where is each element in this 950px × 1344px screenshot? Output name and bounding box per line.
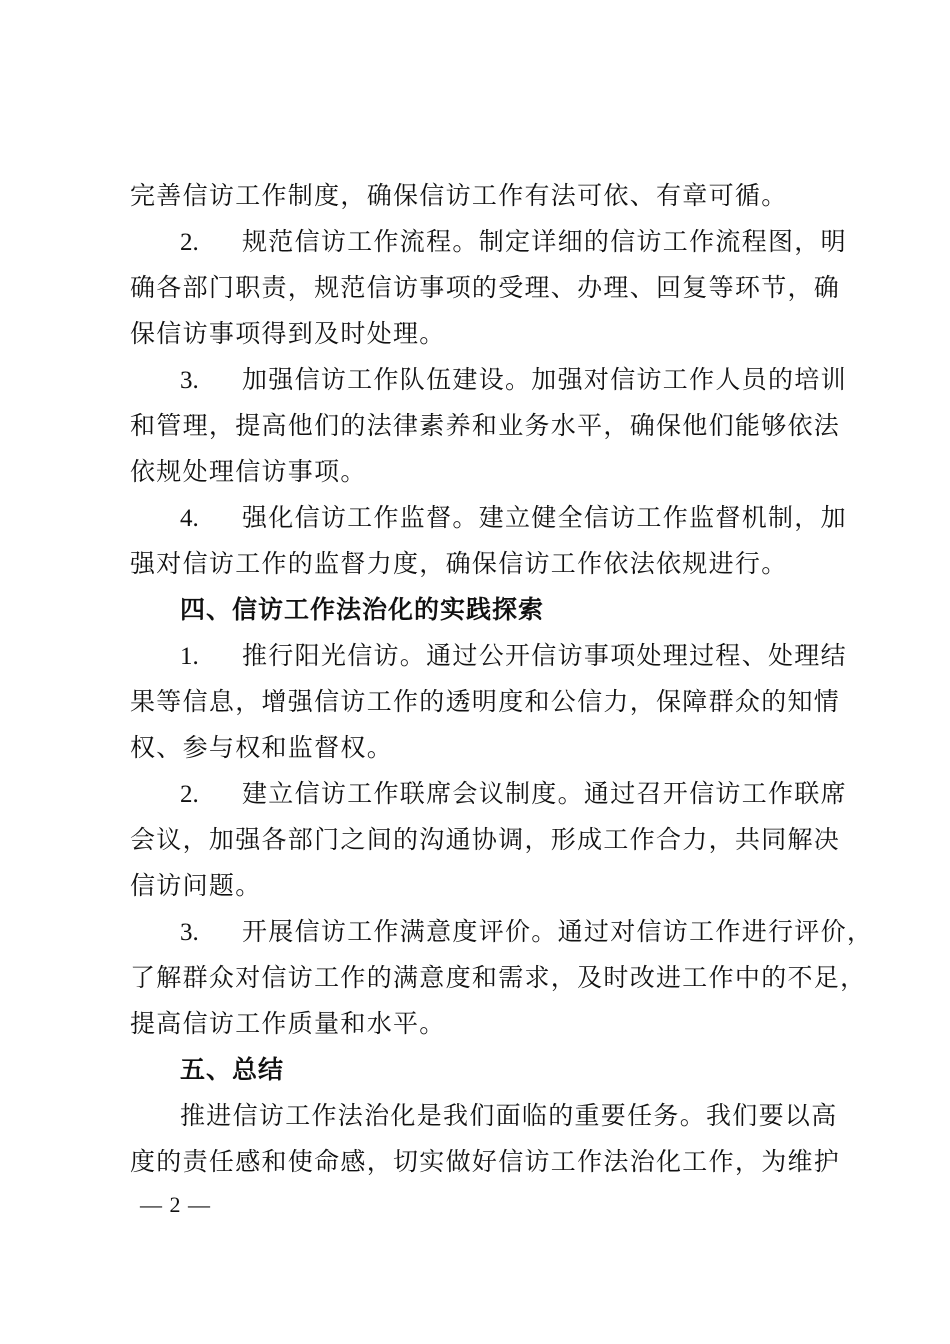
body-line: 提高信访工作质量和水平。 xyxy=(130,1009,446,1038)
body-line: 会议，加强各部门之间的沟通协调，形成工作合力，共同解决 xyxy=(130,825,841,854)
body-line: 了解群众对信访工作的满意度和需求，及时改进工作中的不足， xyxy=(130,963,867,992)
body-line: 权、参与权和监督权。 xyxy=(130,733,394,762)
list-item-line xyxy=(180,909,880,955)
body-line: 信访问题。 xyxy=(130,871,262,900)
list-item-text: 强化信访工作监督。建立健全信访工作监督机制，加 xyxy=(242,503,847,532)
list-number: 3. xyxy=(180,367,199,394)
body-line: 依规处理信访事项。 xyxy=(130,457,367,486)
list-item-line xyxy=(180,219,880,265)
body-line: 确各部门职责，规范信访事项的受理、办理、回复等环节，确 xyxy=(130,273,841,302)
list-number: 2. xyxy=(180,781,199,808)
list-number: 1. xyxy=(180,643,199,670)
body-line: 推进信访工作法治化是我们面临的重要任务。我们要以高 xyxy=(180,1101,838,1130)
list-item-text: 加强信访工作队伍建设。加强对信访工作人员的培训 xyxy=(242,365,847,394)
list-item-line xyxy=(180,771,880,817)
body-line: 强对信访工作的监督力度，确保信访工作依法依规进行。 xyxy=(130,549,788,578)
list-item-line xyxy=(180,633,880,679)
page-number: — 2 — xyxy=(140,1192,211,1217)
list-item-line xyxy=(180,495,880,541)
body-line: 和管理，提高他们的法律素养和业务水平，确保他们能够依法 xyxy=(130,411,841,440)
list-item-text: 开展信访工作满意度评价。通过对信访工作进行评价， xyxy=(242,917,874,946)
list-number: 3. xyxy=(180,919,199,946)
body-line: 度的责任感和使命感，切实做好信访工作法治化工作，为维护 xyxy=(130,1147,841,1176)
list-number: 2. xyxy=(180,229,199,256)
list-item-line xyxy=(180,357,880,403)
body-line: 完善信访工作制度，确保信访工作有法可依、有章可循。 xyxy=(130,181,788,210)
body-line: 保信访事项得到及时处理。 xyxy=(130,319,446,348)
list-item-text: 建立信访工作联席会议制度。通过召开信访工作联席 xyxy=(242,779,847,808)
section-heading: 五、总结 xyxy=(180,1055,285,1084)
section-heading: 四、信访工作法治化的实践探索 xyxy=(180,595,545,624)
list-item-text: 推行阳光信访。通过公开信访事项处理过程、处理结 xyxy=(242,641,847,670)
body-line: 果等信息，增强信访工作的透明度和公信力，保障群众的知情 xyxy=(130,687,841,716)
list-number: 4. xyxy=(180,505,199,532)
list-item-text: 规范信访工作流程。制定详细的信访工作流程图，明 xyxy=(242,227,847,256)
